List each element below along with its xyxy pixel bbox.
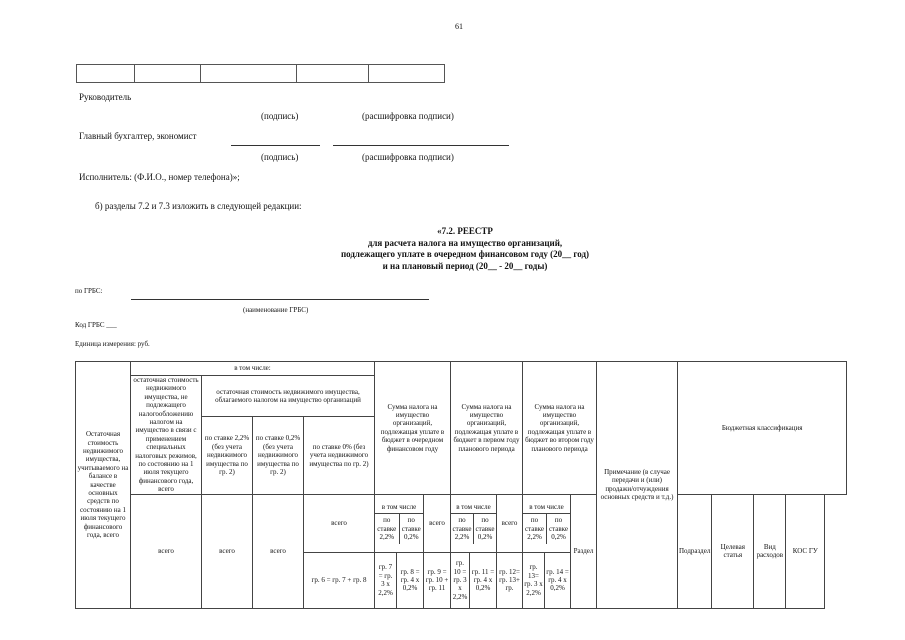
page-number: 61 — [455, 22, 463, 31]
header-rate-0: по ставке 0% (без учета недвижимого имущества по гр. 2) — [304, 417, 375, 495]
tax-first-incl — [451, 494, 497, 552]
incl-label: в том числе — [456, 502, 491, 511]
header-taxable-group: остаточная стоимость недвижимого имущества, облагаемого налогом на имущество организаций — [202, 376, 375, 417]
signature-line — [231, 145, 320, 146]
bc-kosgu: КОС ГУ — [786, 494, 825, 608]
unit-label: Единица измерения: руб. — [75, 340, 150, 348]
chief-accountant-label: Главный бухгалтер, экономист — [79, 131, 197, 141]
title-line-3: подлежащего уплате в очередном финансовом году (20__ год) — [340, 249, 590, 259]
rate-22-label: по ставке 2,2% — [451, 514, 474, 543]
table-cell — [77, 65, 135, 83]
table-cell — [369, 65, 445, 83]
grbs-label: по ГРБС: — [75, 287, 103, 295]
tax-second-incl — [523, 494, 571, 552]
signature-caption-2: (подпись) — [261, 152, 299, 162]
head-label: Руководитель — [79, 92, 132, 102]
registry-title — [260, 226, 670, 272]
tax-current-total: всего — [304, 494, 375, 552]
decoding-line — [333, 145, 509, 146]
bc-expense: Вид расходов — [754, 494, 786, 608]
rate-02-label: по ставке 0,2% — [401, 516, 421, 542]
instruction-text: б) разделы 7.2 и 7.3 изложить в следующей редакции: — [95, 201, 302, 211]
bc-target: Целевая статья — [712, 494, 754, 608]
formula-12: гр. 12= гр. 13+ гр. — [497, 552, 523, 608]
header-budget-classification: Бюджетная классификация — [678, 362, 847, 495]
tax-current-incl — [375, 494, 424, 552]
title-line-4: и на плановый период (20__ - 20__ годы) — [382, 260, 548, 271]
bc-section: Раздел — [571, 494, 597, 608]
formula-13: гр. 13= гр. 3 х 2,2% — [523, 552, 545, 608]
executor-label: Исполнитель: (Ф.И.О., номер телефона)»; — [79, 172, 240, 182]
header-rate-02: по ставке 0,2% (без учета недвижимого имущества по гр. 2) — [253, 417, 304, 495]
formula-8: гр. 8 = гр. 4 х 0,2% — [397, 552, 424, 608]
header-non-taxable: остаточная стоимость недвижимого имущества, не подлежащего налогообложению налогом на имущество в связи с применением специальных налоговых режимов, по состоянию на 1 июля текущего финансового года, всего — [131, 376, 202, 495]
decoding-caption: (расшифровка подписи) — [362, 111, 454, 121]
grbs-code-label: Код ГРБС ___ — [75, 321, 117, 329]
rate-22-label: по ставке 2,2% — [375, 514, 400, 543]
registry-table — [75, 361, 847, 609]
header-incl: в том числе: — [131, 362, 375, 376]
header-tax-second-year: Сумма налога на имущество организаций, подлежащая уплате в бюджет во втором году планового периода — [523, 362, 597, 495]
bc-subsection: Подраздел — [678, 494, 712, 608]
incl-label: в том числе — [529, 502, 564, 511]
header-total-2: всего — [202, 494, 253, 608]
signature-caption: (подпись) — [261, 111, 299, 121]
formula-9: гр. 9 = гр. 10 + гр. 11 — [424, 552, 451, 608]
incl-label: в том числе — [381, 502, 417, 511]
formula-7: гр. 7 = гр. 3 х 2,2% — [375, 552, 397, 608]
rate-02-label: по ставке 0,2% — [549, 516, 568, 542]
header-residual-total: Остаточная стоимость недвижимого имущества, учитываемого на балансе в качестве основных средств по состоянию на 1 июля текущего финансового года, всего — [76, 362, 131, 609]
header-tax-current: Сумма налога на имущество организаций, подлежащая уплате в бюджет в очередном финансовом году — [375, 362, 451, 495]
formula-10: гр. 10 = гр. 3 х 2,2% — [451, 552, 470, 608]
header-note: Примечание (в случае передачи и (или) продажи/отчуждения основных средств и т.д.) — [597, 362, 678, 609]
formula-14: гр. 14 = гр. 4 х 0,2% — [545, 552, 571, 608]
header-total-3: всего — [253, 494, 304, 608]
formula-6: гр. 6 = гр. 7 + гр. 8 — [304, 552, 375, 608]
title-line-1: «7.2. РЕЕСТР — [437, 226, 493, 236]
tax-second-total: всего — [497, 494, 523, 552]
table-cell — [297, 65, 369, 83]
header-rate-22: по ставке 2,2% (без учета недвижимого имущества по гр. 2) — [202, 417, 253, 495]
header-tax-first-year: Сумма налога на имущество организаций, подлежащая уплате в бюджет в первом году планового периода — [451, 362, 523, 495]
tax-first-total: всего — [424, 494, 451, 552]
grbs-name-line — [131, 299, 429, 300]
title-line-2: для расчета налога на имущество организаций, — [367, 237, 563, 248]
decoding-caption-2: (расшифровка подписи) — [362, 152, 454, 162]
table-cell — [201, 65, 297, 83]
table-cell — [135, 65, 201, 83]
rate-02-label: по ставке 0,2% — [475, 516, 495, 542]
formula-11: гр. 11 = гр. 4 х 0,2% — [470, 552, 497, 608]
header-total-1: всего — [131, 494, 202, 608]
previous-table-fragment — [76, 64, 445, 83]
rate-22-label: по ставке 2,2% — [523, 514, 547, 543]
grbs-caption: (наименование ГРБС) — [243, 306, 309, 314]
